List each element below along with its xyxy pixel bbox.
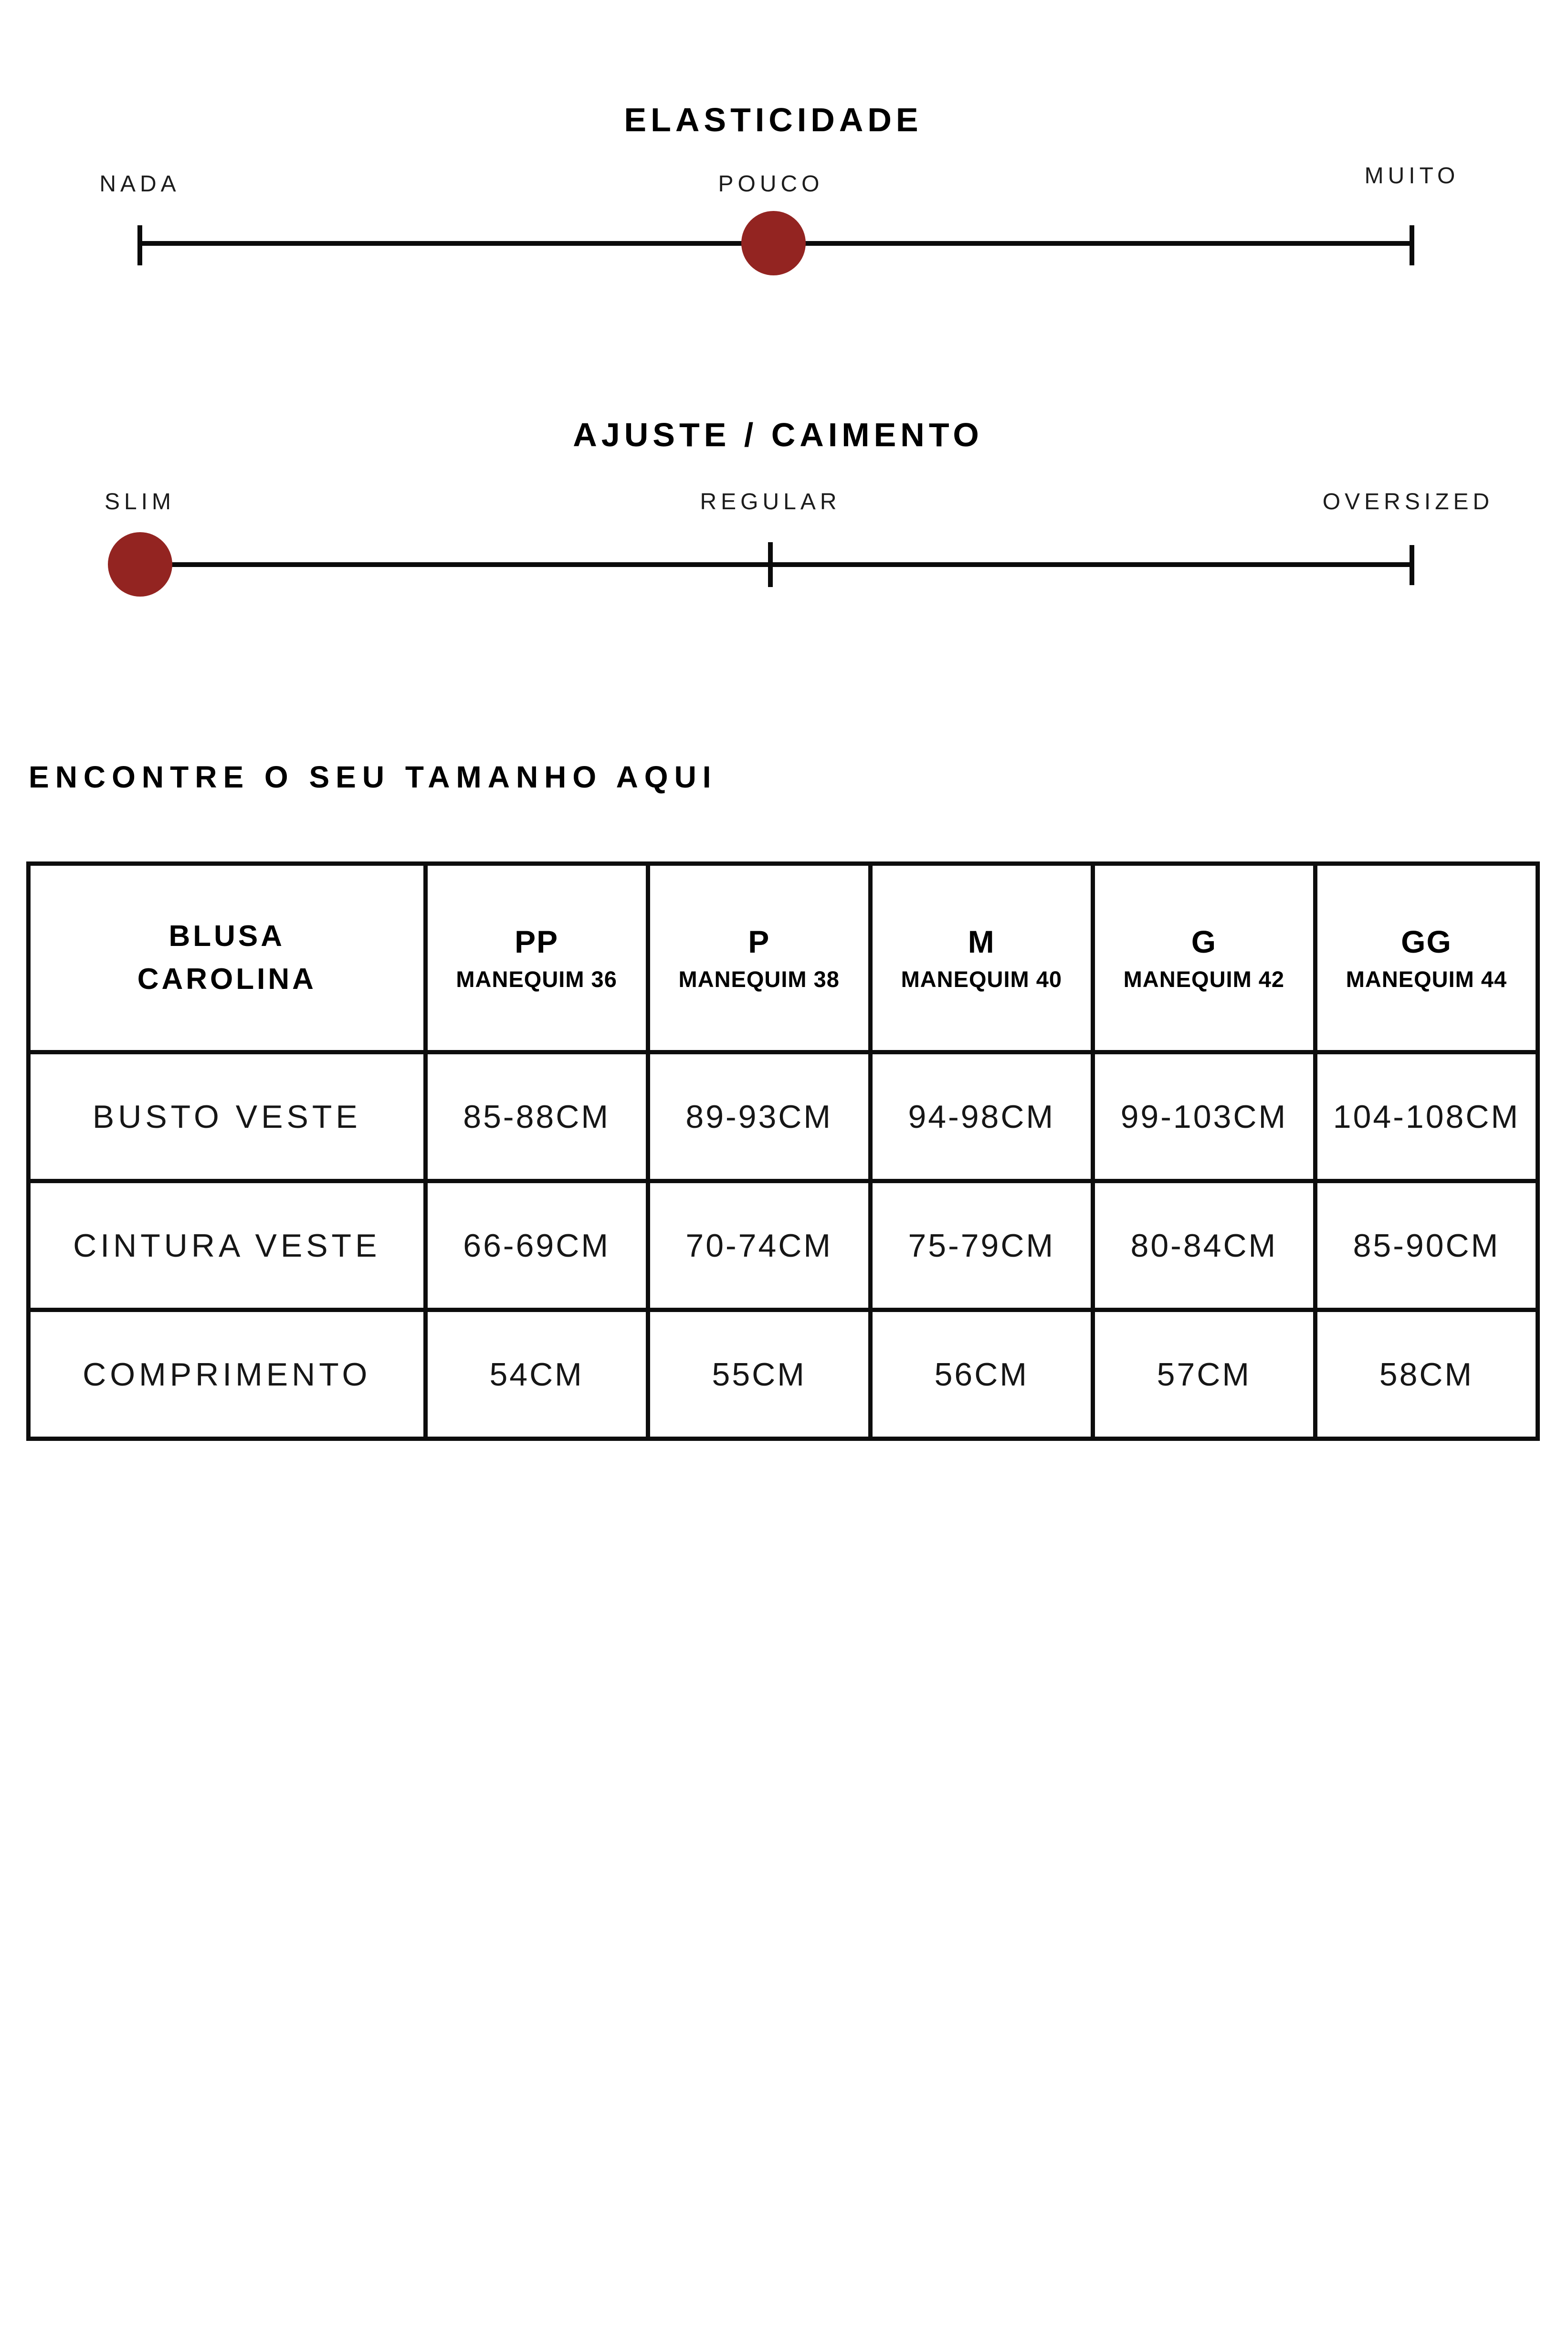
- fit-title: AJUSTE / CAIMENTO: [573, 416, 983, 453]
- waist-value-pp: 66-69CM: [425, 1181, 648, 1310]
- bust-value-g: 99-103CM: [1093, 1052, 1315, 1181]
- size-label-p: P: [748, 924, 770, 959]
- row-label-length: COMPRIMENTO: [29, 1310, 426, 1439]
- fit-slider: [0, 334, 1568, 668]
- column-header-pp: [425, 864, 648, 1052]
- length-value-g: 57CM: [1093, 1310, 1315, 1439]
- waist-value-gg: 85-90CM: [1315, 1181, 1537, 1310]
- product-name-line2: CAROLINA: [137, 963, 316, 996]
- bust-value-m: 94-98CM: [870, 1052, 1093, 1181]
- elasticity-title: ELASTICIDADE: [624, 101, 923, 138]
- waist-value-p: 70-74CM: [648, 1181, 870, 1310]
- elasticity-tick-start: [137, 225, 142, 265]
- mannequin-label-36: MANEQUIM 36: [456, 966, 617, 992]
- length-value-gg: 58CM: [1315, 1310, 1537, 1439]
- product-name-line1: BLUSA: [168, 920, 285, 953]
- length-value-p: 55CM: [648, 1310, 870, 1439]
- bust-value-p: 89-93CM: [648, 1052, 870, 1181]
- fit-label-mid: REGULAR: [700, 489, 841, 514]
- size-label-g: G: [1191, 924, 1217, 959]
- elasticity-slider: [0, 0, 1568, 334]
- elasticity-marker-dot: [741, 211, 806, 275]
- length-value-pp: 54CM: [425, 1310, 648, 1439]
- mannequin-label-38: MANEQUIM 38: [678, 966, 840, 992]
- bust-value-gg: 104-108CM: [1315, 1052, 1537, 1181]
- elasticity-label-min: NADA: [99, 171, 180, 197]
- elasticity-label-max: MUITO: [1364, 163, 1460, 189]
- mannequin-label-42: MANEQUIM 42: [1123, 966, 1285, 992]
- column-header-p: [648, 864, 870, 1052]
- elasticity-tick-end: [1410, 225, 1414, 265]
- waist-value-g: 80-84CM: [1093, 1181, 1315, 1310]
- column-header-m: [870, 864, 1093, 1052]
- fit-tick-mid: [768, 542, 773, 587]
- column-header-gg: [1315, 864, 1537, 1052]
- waist-value-m: 75-79CM: [870, 1181, 1093, 1310]
- mannequin-label-44: MANEQUIM 44: [1346, 966, 1507, 992]
- table-row-bust: [29, 1052, 1538, 1181]
- size-guide-heading: ENCONTRE O SEU TAMANHO AQUI: [29, 760, 717, 794]
- size-label-pp: PP: [515, 924, 559, 959]
- row-label-bust: BUSTO VESTE: [29, 1052, 426, 1181]
- row-label-waist: CINTURA VESTE: [29, 1181, 426, 1310]
- fit-track: [138, 562, 1413, 567]
- fit-label-max: OVERSIZED: [1322, 489, 1494, 514]
- table-row-length: [29, 1310, 1538, 1439]
- size-label-m: M: [968, 924, 995, 959]
- table-row-waist: [29, 1181, 1538, 1310]
- fit-label-min: SLIM: [104, 489, 176, 514]
- table-header-row: [29, 864, 1538, 1052]
- bust-value-pp: 85-88CM: [425, 1052, 648, 1181]
- size-table: [26, 861, 1540, 1441]
- elasticity-label-mid: POUCO: [718, 171, 824, 197]
- column-header-g: [1093, 864, 1315, 1052]
- length-value-m: 56CM: [870, 1310, 1093, 1439]
- product-name-cell: [29, 864, 426, 1052]
- size-label-gg: GG: [1401, 924, 1452, 959]
- mannequin-label-40: MANEQUIM 40: [901, 966, 1062, 992]
- fit-tick-end: [1410, 545, 1414, 585]
- fit-marker-dot: [108, 532, 172, 597]
